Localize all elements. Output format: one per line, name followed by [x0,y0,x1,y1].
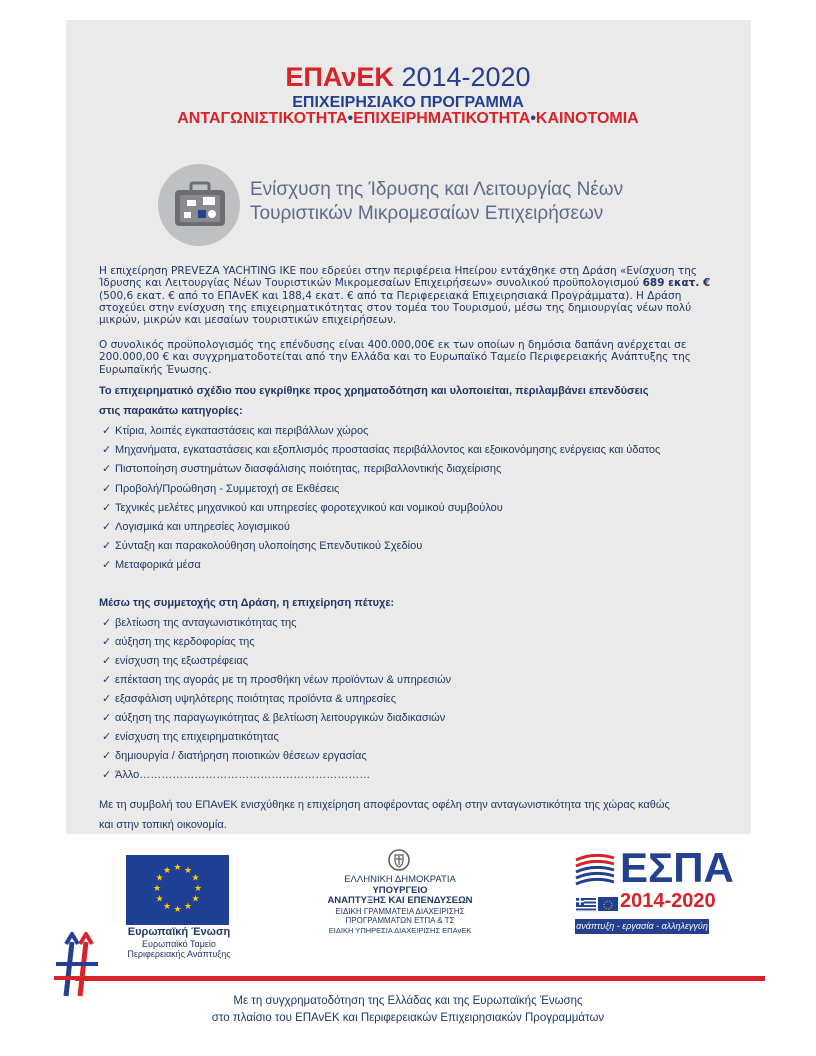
list-item-text: εξασφάλιση υψηλότερης ποιότητας προϊόντα & υπηρεσίες [115,693,397,705]
list-item-text: βελτίωση της ανταγωνιστικότητας της [115,617,297,629]
list-item-text: Λογισμικά και υπηρεσίες λογισμικού [115,521,290,533]
program-axes [0,109,816,128]
paragraph-line: 200.000,00 € και συγχρηματοδοτείται από την Ελλάδα και το Ευρωπαϊκό Ταμείο Περιφερειακής Ανάπτυξης της [99,351,691,364]
list-item-text: αύξηση της κερδοφορίας της [115,636,255,648]
list-item-text: Πιστοποίηση συστημάτων διασφάλισης ποιότητας, περιβαλλοντικής διαχείρισης [115,463,502,475]
footer-line: στο πλαίσιο του ΕΠΑνΕΚ και Περιφερειακών Επιχειρησιακών Προγραμμάτων [211,1012,605,1024]
list-item-text: επέκταση της αγοράς με τη προσθήκη νέων προϊόντων & υπηρεσιών [115,674,452,686]
check-icon: ✓ [102,502,112,514]
check-icon: ✓ [102,540,112,552]
list-item [102,730,279,744]
list-item [102,635,255,649]
program-title [0,62,816,92]
eu-flag-small-icon [598,897,618,911]
paragraph-line [99,277,734,289]
list-item [102,673,451,687]
eu-fund-line: Ευρωπαϊκό Ταμείο [142,939,216,949]
svg-text:★: ★ [173,863,182,873]
paragraph-line: (500,6 εκατ. € από το ΕΠΑνΕΚ και 188,4 εκατ. € από τα Περιφερειακά Επιχειρησιακά Προγράμματα). Η Δράση [99,289,682,302]
gr-programmes: ΠΡΟΓΡΑΜΜΑΤΩΝ ΕΤΠΑ & ΤΣ [345,916,455,925]
espa-years: 2014-2020 [620,890,716,912]
svg-text:★: ★ [183,902,193,912]
paragraph-line: και στην τοπική οικονομία. [99,819,227,831]
investments-heading: Το επιχειρηματικό σχέδιο που εγκρίθηκε προς χρηματοδότηση και υλοποιείται, περιλαμβάνει επενδύσεις [99,385,649,397]
list-item-text: ενίσχυση της επιχειρηματικότητας [115,731,279,743]
check-icon: ✓ [102,769,112,781]
program-years: 2014-2020 [401,62,531,92]
gr-ministry: ΥΠΟΥΡΓΕΙΟ [372,885,428,896]
list-item-text: Προβολή/Προώθηση - Συμμετοχή σε Εκθέσεις [115,483,340,495]
svg-text:★: ★ [152,884,162,894]
results-heading: Μέσω της συμμετοχής στη Δράση, η επιχείρηση πέτυχε: [99,597,395,609]
check-icon: ✓ [102,712,112,724]
check-icon: ✓ [102,674,112,686]
hashtag-logo-icon [52,932,104,1000]
paragraph-line: Ευρωπαϊκής Ένωσης. [99,363,212,376]
program-subtitle: ΕΠΙΧΕΙΡΗΣΙΑΚΟ ΠΡΟΓΡΑΜΜΑ [292,94,524,111]
greek-flag-icon [576,897,596,911]
svg-text:★: ★ [162,902,172,912]
espa-logo-word: ΕΣΠΑ [620,844,734,891]
axis-innovation: ΚΑΙΝΟΤΟΜΙΑ [535,110,639,127]
check-icon: ✓ [102,731,112,743]
list-item [102,749,367,763]
svg-text:★: ★ [173,905,182,915]
list-item-text: Μεταφορικά μέσα [115,559,201,571]
gr-republic: ΕΛΛΗΝΙΚΗ ΔΗΜΟΚΡΑΤΙΑ [344,874,456,885]
check-icon: ✓ [102,636,112,648]
svg-text:★: ★ [191,873,200,884]
list-item-text: αύξηση της παραγωγικότητας & βελτίωση λειτουργικών διαδικασιών [115,712,446,724]
espa-stripes-icon [574,852,616,892]
list-item-text: Μηχανήματα, εγκαταστάσεις και εξοπλισμός προστασίας περιβάλλοντος και εξοικονόμησης ενέργειας και ύδατος [115,444,661,456]
list-item [102,443,660,457]
paragraph-line: Η επιχείρηση PREVEZA YACHTING IKE που εδρεύει στην περιφέρεια Ηπείρου εντάχθηκε στη Δράση «Ενίσχυση της [99,265,698,277]
check-icon: ✓ [102,750,112,762]
list-item [102,501,503,515]
eu-fund-line: Περιφερειακής Ανάπτυξης [127,949,231,959]
investments-heading: στις παρακάτω κατηγορίες: [99,405,243,417]
gr-secretariat: ΕΙΔΙΚΗ ΓΡΑΜΜΑΤΕΙΑ ΔΙΑΧΕΙΡΙΣΗΣ [335,907,465,916]
axis-separator: • [530,110,536,127]
suitcase-icon [158,164,240,246]
check-icon: ✓ [102,655,112,667]
svg-text:★: ★ [162,866,172,876]
list-item-text: δημιουργία / διατήρηση ποιοτικών θέσεων εργασίας [115,750,367,762]
list-item [102,711,445,725]
check-icon: ✓ [102,693,112,705]
eu-name: Ευρωπαϊκή Ένωση [127,926,231,938]
svg-text:★: ★ [193,884,203,894]
check-icon: ✓ [102,521,112,533]
paragraph-line: Ο συνολικός προϋπολογισμός της επένδυσης είναι 400.000,00€ εκ των οποίων η δημόσια δαπάνη ανέρχεται σε [99,339,687,351]
list-item [102,482,339,496]
list-item [102,462,501,476]
check-icon: ✓ [102,425,112,437]
list-item-text: ενίσχυση της εξωστρέφειας [115,655,249,667]
svg-text:★: ★ [183,866,193,876]
list-item-text: Σύνταξη και παρακολούθηση υλοποίησης Επενδυτικού Σχεδίου [115,540,423,552]
check-icon: ✓ [102,444,112,456]
list-item [102,768,370,782]
list-item [102,692,396,706]
eu-flag-icon [126,855,229,925]
list-item [102,558,201,572]
list-item [102,654,248,668]
list-item [102,424,368,438]
espa-tagline: ανάπτυξη - εργασία - αλληλεγγύη [575,919,709,934]
list-item-text: Άλλο……………………………………………………… [115,769,371,781]
description-paragraph [99,265,734,326]
axis-separator: • [347,110,354,127]
budget-amount: 689 εκατ. € [642,277,711,290]
paragraph-text: Ίδρυσης και Λειτουργίας Νέων Τουριστικών Μικρομεσαίων Επιχειρήσεων» συνολικού προϋπολογισμού [99,277,640,290]
paragraph-line: μικρών, μικρών και μεσαίων τουριστικών επιχειρήσεων. [99,314,397,327]
axis-entrepreneurship: ΕΠΙΧΕΙΡΗΜΑΤΙΚΟΤΗΤΑ [353,110,531,127]
check-icon: ✓ [102,617,112,629]
list-item-text: Κτίρια, λοιπές εγκαταστάσεις και περιβάλλων χώρος [115,425,369,437]
action-title-line: Ενίσχυση της Ίδρυσης και Λειτουργίας Νέων [250,179,624,200]
paragraph-line: στοχεύει στην ενίσχυση της επιχειρηματικότητας στον τομέα του Τουρισμού, μέσω της δημιουργίας νέων πολύ [99,301,692,314]
check-icon: ✓ [102,483,112,495]
gr-service: ΕΙΔΙΚΗ ΥΠΗΡΕΣΙΑ ΔΙΑΧΕΙΡΙΣΗΣ ΕΠΑνΕΚ [328,926,472,935]
check-icon: ✓ [102,559,112,571]
program-name: ΕΠΑνΕΚ [285,62,394,92]
action-title-line: Τουριστικών Μικρομεσαίων Επιχειρήσεων [250,203,604,224]
paragraph-line: Με τη συμβολή του ΕΠΑνΕΚ ενισχύθηκε η επιχείρηση αποφέροντας οφέλη στην ανταγωνιστικότητα της χώρας καθώς [99,799,670,811]
footer-line: Με τη συγχρηματοδότηση της Ελλάδας και της Ευρωπαϊκής Ένωσης [233,995,583,1007]
closing-paragraph [99,795,739,835]
check-icon: ✓ [102,463,112,475]
svg-text:★: ★ [155,873,164,884]
gr-ministry-name: ΑΝΑΠΤΥΞΗΣ ΚΑΙ ΕΠΕΝΔΥΣΕΩΝ [327,895,473,906]
list-item-text: Τεχνικές μελέτες μηχανικού και υπηρεσίες φοροτεχνικού και νομικού συμβούλου [115,502,503,514]
svg-text:★: ★ [155,894,164,905]
action-title [250,178,623,226]
list-item [102,539,422,553]
svg-text:★: ★ [191,894,200,905]
list-item [102,616,296,630]
list-item [102,520,290,534]
axis-competitiveness: ΑΝΤΑΓΩΝΙΣΤΙΚΟΤΗΤΑ [177,110,348,127]
budget-paragraph [99,339,734,376]
greek-emblem-icon [386,848,412,872]
footer-divider [75,976,765,981]
